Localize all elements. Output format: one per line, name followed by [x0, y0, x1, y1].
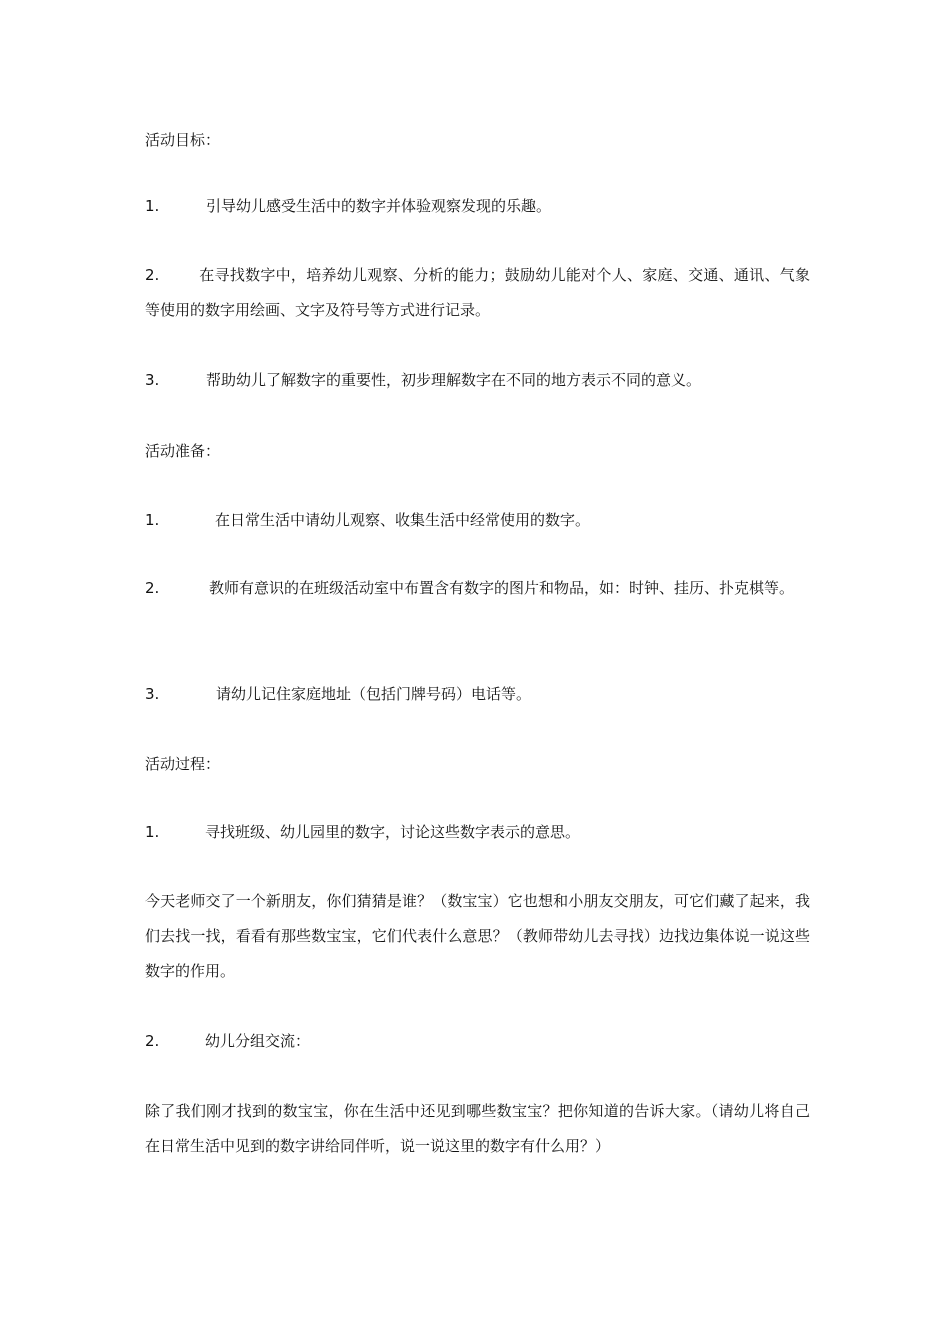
step-1-body: 今天老师交了一个新朋友，你们猜猜是谁？（数宝宝）它也想和小朋友交朋友，可它们藏了起来，我们去找一找，看看有那些数宝宝，它们代表什么意思？（教师带幼儿去寻找）边找边集体说一说这些数字的作用。: [145, 892, 810, 980]
step-2-body: 除了我们刚才找到的数宝宝，你在生活中还见到哪些数宝宝？把你知道的告诉大家。（请幼儿将自己在日常生活中见到的数字讲给同伴听，说一说这里的数字有什么用？）: [145, 1102, 810, 1155]
goal-2-number: 2.: [145, 266, 160, 284]
preparation-heading: 活动准备：: [145, 442, 221, 460]
goal-3-text: 帮助幼儿了解数字的重要性，初步理解数字在不同的地方表示不同的意义。: [206, 371, 702, 389]
goal-item-1: [145, 188, 551, 224]
goal-1-text: 引导幼儿感受生活中的数字并体验观察发现的乐趣。: [206, 197, 552, 215]
prep-item-2: [145, 571, 810, 606]
goal-2-text: 在寻找数字中，培养幼儿观察、分析的能力；鼓励幼儿能对个人、家庭、交通、通讯、气象等使用的数字用绘画、文字及符号等方式进行记录。: [145, 266, 810, 319]
step-1-text: 寻找班级、幼儿园里的数字，讨论这些数字表示的意思。: [205, 823, 581, 841]
goal-item-2: [145, 258, 810, 328]
prep-1-number: 1.: [145, 511, 160, 529]
process-step-1: [145, 814, 580, 850]
goal-3-number: 3.: [145, 371, 160, 389]
step-1-number: 1.: [145, 823, 160, 841]
prep-1-text: 在日常生活中请幼儿观察、收集生活中经常使用的数字。: [215, 511, 591, 529]
document-page: [145, 0, 810, 1344]
goal-1-number: 1.: [145, 197, 160, 215]
prep-item-3: [145, 676, 531, 712]
prep-item-1: [145, 502, 590, 538]
prep-3-text: 请幼儿记住家庭地址（包括门牌号码）电话等。: [216, 685, 532, 703]
step-2-number: 2.: [145, 1032, 160, 1050]
prep-3-number: 3.: [145, 685, 160, 703]
goals-heading: 活动目标：: [145, 131, 221, 149]
process-step-2: [145, 1023, 310, 1059]
prep-2-text: 教师有意识的在班级活动室中布置含有数字的图片和物品，如：时钟、挂历、扑克棋等。: [209, 579, 795, 597]
prep-2-number: 2.: [145, 579, 160, 597]
process-heading: 活动过程：: [145, 755, 221, 773]
step-2-text: 幼儿分组交流：: [205, 1032, 311, 1050]
goal-item-3: [145, 362, 701, 398]
